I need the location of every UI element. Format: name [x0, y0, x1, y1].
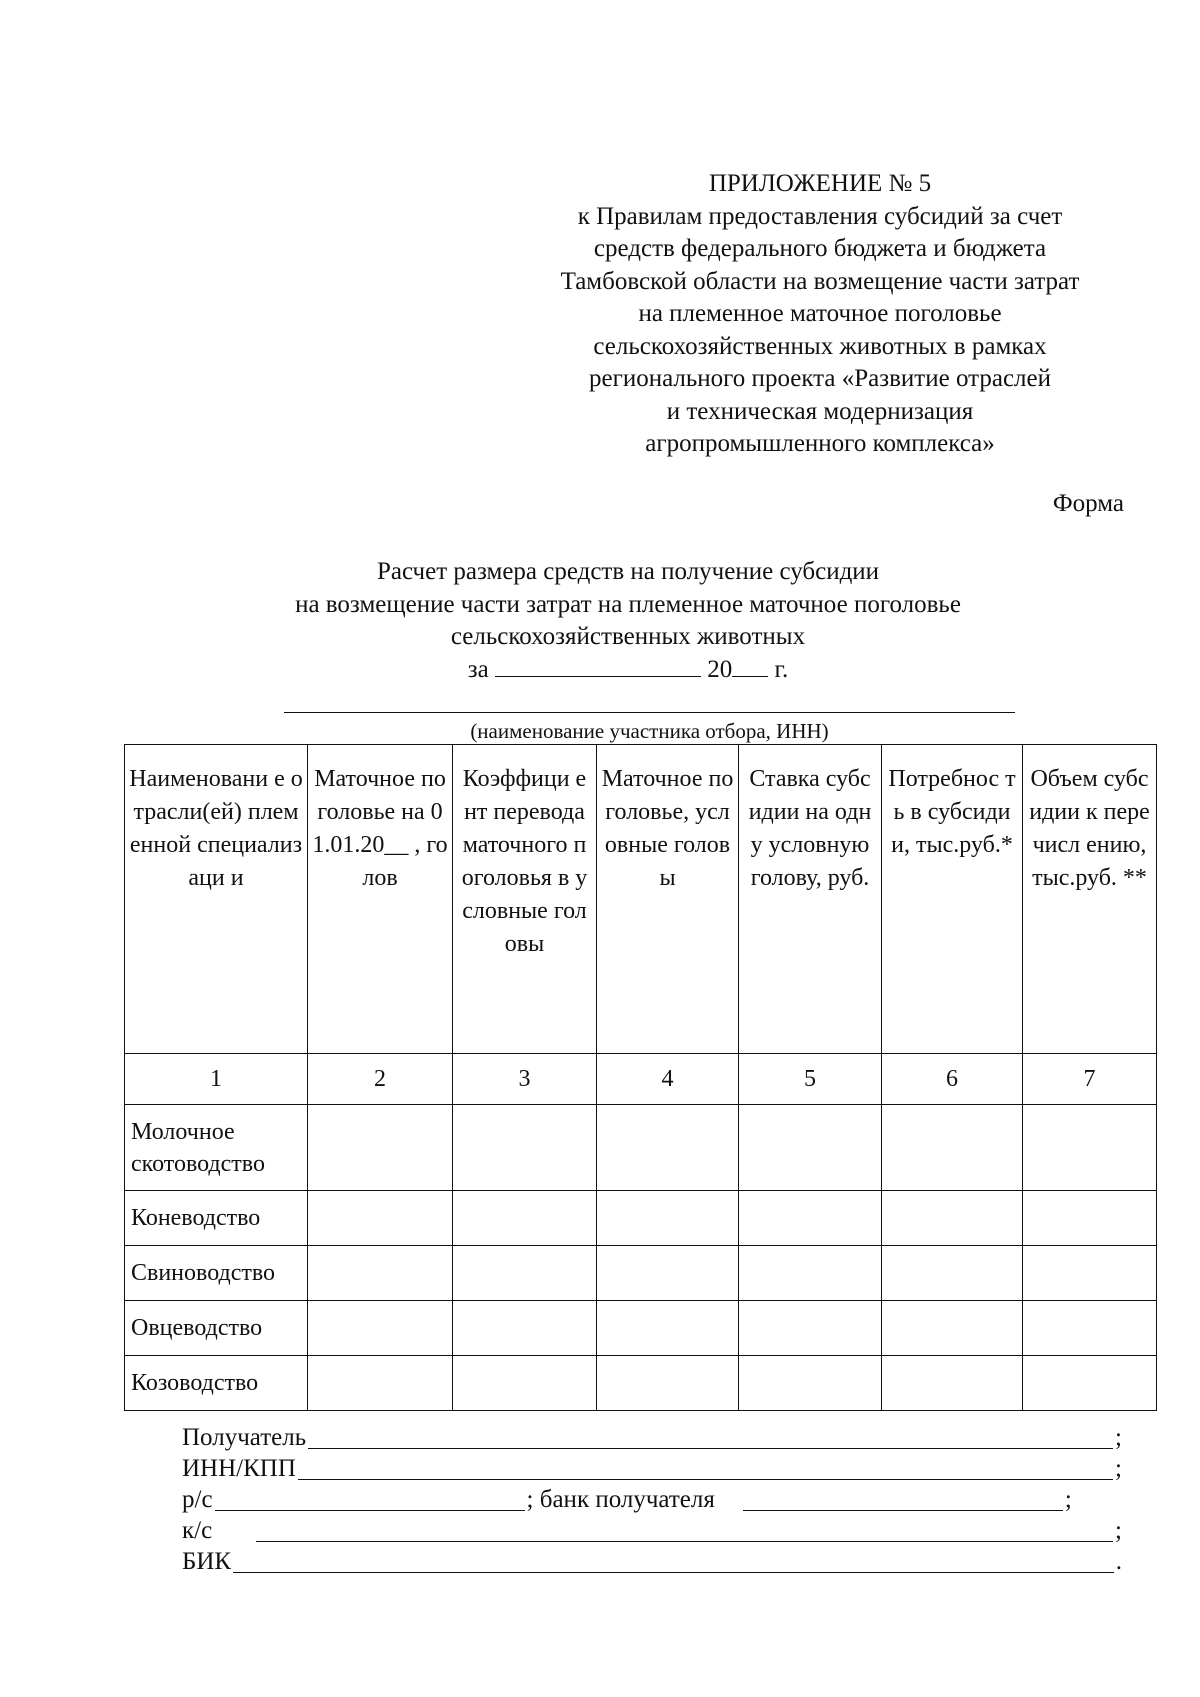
- input-cell[interactable]: [882, 1246, 1023, 1301]
- input-cell[interactable]: [597, 1356, 739, 1411]
- input-cell[interactable]: [308, 1105, 453, 1191]
- input-cell[interactable]: [597, 1105, 739, 1191]
- input-cell[interactable]: [739, 1356, 882, 1411]
- appendix-title: ПРИЛОЖЕНИЕ № 5: [708, 170, 932, 197]
- appendix-line: Тамбовской области на возмещение части затрат: [560, 267, 1080, 295]
- table-header-row: [125, 745, 1157, 1054]
- subsidy-calculation-table: [124, 744, 1157, 1411]
- rs-label: р/с: [182, 1486, 213, 1513]
- input-cell[interactable]: [308, 1301, 453, 1356]
- participant-field[interactable]: [284, 712, 1015, 713]
- column-number: 4: [597, 1054, 739, 1105]
- ks-row: [182, 1515, 1122, 1546]
- title-line: Расчет размера средств на получение субсидии: [376, 558, 880, 585]
- input-cell[interactable]: [1023, 1301, 1157, 1356]
- recipient-details: [182, 1422, 1122, 1577]
- input-cell[interactable]: [453, 1301, 597, 1356]
- input-cell[interactable]: [308, 1191, 453, 1246]
- column-number: 5: [739, 1054, 882, 1105]
- bank-field[interactable]: [743, 1490, 1063, 1511]
- input-cell[interactable]: [597, 1246, 739, 1301]
- header-stock-conditional-heads: Маточное поголовье, условные головы: [597, 745, 739, 1054]
- period-suffix: г.: [774, 655, 789, 683]
- inn-kpp-label: ИНН/КПП: [182, 1455, 296, 1482]
- input-cell[interactable]: [453, 1105, 597, 1191]
- row-label-horse: Коневодство: [125, 1191, 308, 1246]
- appendix-line: и техническая модернизация: [666, 397, 974, 425]
- recipient-field[interactable]: [308, 1428, 1113, 1449]
- period-blank[interactable]: [495, 654, 701, 677]
- column-number-row: [125, 1054, 1157, 1105]
- inn-kpp-row: [182, 1453, 1122, 1484]
- header-subsidy-need: Потребнос ть в субсидии, тыс.руб.*: [882, 745, 1023, 1054]
- header-breeding-stock: Маточное поголовье на 01.01.20__ , голов: [308, 745, 453, 1054]
- semicolon: ;: [1115, 1424, 1122, 1451]
- column-number: 3: [453, 1054, 597, 1105]
- column-number: 1: [125, 1054, 308, 1105]
- year-blank[interactable]: [732, 654, 768, 677]
- input-cell[interactable]: [739, 1246, 882, 1301]
- ks-label: к/с: [182, 1517, 213, 1544]
- table-row: [125, 1246, 1157, 1301]
- input-cell[interactable]: [739, 1105, 882, 1191]
- document-title: [200, 556, 1056, 686]
- input-cell[interactable]: [739, 1191, 882, 1246]
- header-industry: Наименовани е отрасли(ей) племенной специализаци и: [125, 745, 308, 1054]
- header-conversion-coefficient: Коэффици ент перевода маточного поголовья в условные головы: [453, 745, 597, 1054]
- input-cell[interactable]: [882, 1301, 1023, 1356]
- table-row: [125, 1105, 1157, 1191]
- recipient-label: Получатель: [182, 1424, 307, 1451]
- inn-kpp-field[interactable]: [298, 1459, 1113, 1480]
- input-cell[interactable]: [597, 1301, 739, 1356]
- row-label-sheep: Овцеводство: [125, 1301, 308, 1356]
- period-line: [200, 654, 1056, 687]
- appendix-line: сельскохозяйственных животных в рамках: [593, 332, 1047, 360]
- appendix-header: [500, 168, 1140, 461]
- period: .: [1115, 1548, 1122, 1575]
- header-subsidy-rate: Ставка субсидии на одну условную голову, руб.: [739, 745, 882, 1054]
- table-row: [125, 1301, 1157, 1356]
- input-cell[interactable]: [453, 1191, 597, 1246]
- ks-field[interactable]: [256, 1521, 1113, 1542]
- title-line: сельскохозяйственных животных: [450, 623, 806, 650]
- table-row: [125, 1356, 1157, 1411]
- input-cell[interactable]: [882, 1105, 1023, 1191]
- semicolon: ;: [1115, 1517, 1122, 1544]
- input-cell[interactable]: [308, 1356, 453, 1411]
- appendix-line: агропромышленного комплекса»: [645, 430, 995, 457]
- period-prefix: за: [467, 655, 489, 683]
- bik-field[interactable]: [233, 1552, 1114, 1573]
- row-label-pig: Свиноводство: [125, 1246, 308, 1301]
- form-label: Форма: [1052, 490, 1124, 517]
- title-line: на возмещение части затрат на племенное маточное поголовье: [295, 590, 961, 618]
- bank-label: ; банк получателя: [526, 1486, 715, 1513]
- column-number: 7: [1023, 1054, 1157, 1105]
- table-row: [125, 1191, 1157, 1246]
- input-cell[interactable]: [308, 1246, 453, 1301]
- input-cell[interactable]: [739, 1301, 882, 1356]
- account-row: [182, 1484, 1122, 1515]
- appendix-line: регионального проекта «Развитие отраслей: [589, 365, 1051, 392]
- input-cell[interactable]: [1023, 1191, 1157, 1246]
- period-year: 20: [707, 655, 733, 683]
- bik-label: БИК: [182, 1548, 232, 1575]
- participant-caption: (наименование участника отбора, ИНН): [470, 719, 829, 743]
- column-number: 6: [882, 1054, 1023, 1105]
- semicolon: ;: [1115, 1455, 1122, 1482]
- appendix-line: к Правилам предоставления субсидий за счет: [577, 202, 1063, 230]
- input-cell[interactable]: [453, 1246, 597, 1301]
- input-cell[interactable]: [882, 1356, 1023, 1411]
- rs-field[interactable]: [215, 1490, 525, 1511]
- bik-row: [182, 1546, 1122, 1577]
- input-cell[interactable]: [453, 1356, 597, 1411]
- semicolon: ;: [1064, 1486, 1072, 1513]
- input-cell[interactable]: [1023, 1356, 1157, 1411]
- input-cell[interactable]: [1023, 1246, 1157, 1301]
- input-cell[interactable]: [1023, 1105, 1157, 1191]
- recipient-row: [182, 1422, 1122, 1453]
- input-cell[interactable]: [882, 1191, 1023, 1246]
- row-label-dairy: Молочное скотоводство: [125, 1105, 308, 1191]
- appendix-line: средств федерального бюджета и бюджета: [593, 235, 1047, 262]
- appendix-line: на племенное маточное поголовье: [638, 300, 1002, 327]
- header-subsidy-volume: Объем субсидии к перечисл ению, тыс.руб. **: [1023, 745, 1157, 1054]
- input-cell[interactable]: [597, 1191, 739, 1246]
- column-number: 2: [308, 1054, 453, 1105]
- row-label-goat: Козоводство: [125, 1356, 308, 1411]
